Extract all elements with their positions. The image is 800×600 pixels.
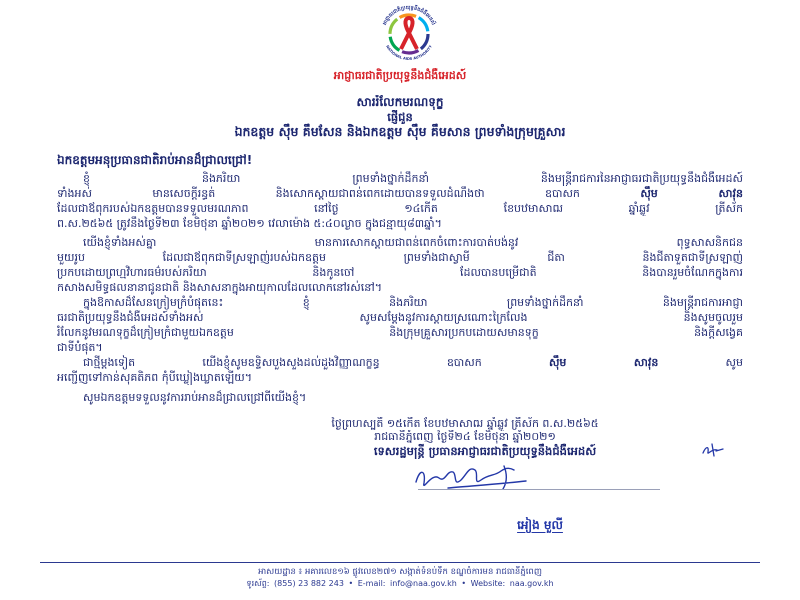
paragraph-line xyxy=(57,235,743,250)
paragraph-line xyxy=(57,280,743,295)
website-url: naa.gov.kh xyxy=(509,579,554,588)
email-label: E-mail: xyxy=(357,579,386,588)
salutation: ឯកឧត្តមអនុប្រធានជាតិរាប់អានដ៏ជ្រាលជ្រៅ! xyxy=(57,153,253,167)
paragraph-4 xyxy=(57,355,743,385)
paragraph-line xyxy=(57,265,743,280)
line-text: មួយរូប ដែលជាឪពុកជាទីស្រឡាញ់របស់ឯកឧត្តម ព្រមទាំងជាស្វាមី ជីតា និងជីតាទួតជាទីស្រឡាញ់ xyxy=(57,251,743,264)
line-text: ដែលជាឪពុករបស់ឯកឧត្តមបានទទួលមរណភាព នៅថ្ងៃ ១៤កើត ខែបឋមាសាឍ ឆ្នាំឆ្លូវ ត្រីស័ក xyxy=(57,202,743,215)
paragraph-line xyxy=(57,325,743,340)
line-text: រំលែកនូវមរណទុក្ខដ៏ក្រៀមក្រំជាមួយឯកឧត្តម និងក្រុមគ្រួសារប្រកបដោយសមានទុក្ខ និងក្តីសង្វេគ xyxy=(57,326,743,339)
line-text: អញ្ជើញទៅកាន់សុគតិភព កុំបីឃ្លៀងឃ្លាតឡើយ។ xyxy=(57,371,253,384)
line-text: ប្រកបដោយព្រហ្មវិហារធម៌របស់ភរិយា និងកូនចៅ ដែលបានបម្រើជាតិ និងបានរួមចំណែកក្នុងការ xyxy=(57,266,743,279)
line-text: ខ្ញុំ និងភរិយា ព្រមទាំងថ្នាក់ដឹកនាំ និងមន្ត្រីរាជការនៃអាជ្ញាធរជាតិប្រយុទ្ធនឹងជំងឺអេដស៍ xyxy=(83,172,743,185)
footer-contact xyxy=(40,578,760,590)
signer-title: ទេសរដ្ឋមន្ត្រី ប្រធានអាជ្ញាធរជាតិប្រយុទ្ធនឹងជំងឺអេដស៍ xyxy=(373,444,597,458)
deceased-name: ស៊ឹម សាវុន xyxy=(548,356,659,369)
website-label: Website: xyxy=(470,579,506,588)
paragraph-line xyxy=(57,186,743,201)
paragraph-line xyxy=(57,295,743,310)
paragraph-line xyxy=(57,171,743,186)
letter-title: សាររំលែកមរណទុក្ខ xyxy=(356,95,444,109)
line-text: ធរជាតិប្រយុទ្ធនឹងជំងឺអេដស៍ទាំងអស់ សូមសម្តែងនូវការស្តាយស្រណោះក្រៃលែង និងសូមចូលរួម xyxy=(57,311,743,324)
paragraph-line xyxy=(57,390,743,405)
paragraph-1 xyxy=(57,171,743,231)
separator: • xyxy=(461,579,467,588)
paragraph-line xyxy=(57,355,743,370)
place-and-date: រាជធានីភ្នំពេញ ថ្ងៃទី២៤ ខែមិថុនា ឆ្នាំ២០២១ xyxy=(374,430,556,443)
email-address: info@naa.gov.kh xyxy=(390,579,457,588)
signature-line xyxy=(418,489,660,490)
line-text: សូម xyxy=(658,356,743,369)
paragraph-line xyxy=(57,216,743,231)
paragraph-2 xyxy=(57,235,743,295)
lunar-date: ថ្ងៃព្រហស្បតិ៍ ១៥កើត ខែបឋមាសាឍ ឆ្នាំឆ្លូវ ត្រីស័ក ព.ស.២៥៦៥ xyxy=(331,417,599,430)
phone-number: (855) 23 882 243 xyxy=(274,579,344,588)
paragraph-line xyxy=(57,340,743,355)
paragraph-line xyxy=(57,370,743,385)
initial-mark-icon xyxy=(700,441,726,459)
footer-address: អាសយដ្ឋាន ៖ អគារលេខ១៦ ផ្លូវលេខ២៧១ សង្កាត់ទំនប់ទឹក ខណ្ឌចំការមន រាជធានីភ្នំពេញ xyxy=(258,567,542,577)
deceased-name: ស៊ឹម សាវុន xyxy=(640,187,743,200)
recipients-line: ឯកឧត្តម ស៊ឹម គឹមសែន និងឯកឧត្តម ស៊ឹម គឹមសាន ព្រមទាំងក្រុមគ្រួសារ xyxy=(234,124,566,139)
line-text: កសាងសមិទ្ធផលនានាជូនជាតិ និងសាសនាក្នុងអាយុកាលដែលលោកនៅរស់នៅ។ xyxy=(57,281,382,294)
line-text: ទាំងអស់ មានសេចក្តីរន្ធត់ និងសោកស្តាយជាពន់ពេកដោយបានទទួលដំណឹងថា ឧបាសក xyxy=(57,187,641,200)
logo-khmer-text: អាជ្ញាធរជាតិប្រយុទ្ធនឹងជំងឺអេដស៍ xyxy=(381,4,437,27)
phone-label: ទូរស័ព្ទ: xyxy=(246,579,270,588)
sent-to-label: ផ្ញើជូន xyxy=(387,110,413,124)
paragraph-3 xyxy=(57,295,743,355)
footer-divider xyxy=(40,562,760,563)
paragraph-line xyxy=(57,310,743,325)
line-text: សូមឯកឧត្តមទទួលនូវការរាប់អានដ៏ជ្រាលជ្រៅពីយើងខ្ញុំ។ xyxy=(83,391,307,404)
line-text: ព.ស.២៥៦៥ ត្រូវនឹងថ្ងៃទី២៣ ខែមិថុនា ឆ្នាំ២០២១ វេលាម៉ោង ៥:៤០ល្ងាច ក្នុងជន្មាយុ៨៣ឆ្នាំ។ xyxy=(57,217,442,230)
organization-name: អាជ្ញាធរជាតិប្រយុទ្ធនឹងជំងឺអេដស៍ xyxy=(333,69,467,82)
naa-logo xyxy=(372,2,446,66)
line-text: ក្នុងឱកាសដ៏សែនក្រៀមក្រំបំផុតនេះ ខ្ញុំ និងភរិយា ព្រមទាំងថ្នាក់ដឹកនាំ និងមន្ត្រីរាជការអាជ្ញា xyxy=(83,296,743,309)
logo-english-text: NATIONAL AIDS AUTHORITY xyxy=(385,44,433,62)
line-text: ជាថ្មីម្តងទៀត យើងខ្ញុំសូមឧទ្ទិសបួងសួងដល់ដួងវិញ្ញាណក្ខន្ធ ឧបាសក xyxy=(83,356,549,369)
separator: • xyxy=(348,579,354,588)
paragraph-line xyxy=(57,201,743,216)
line-text: ជាទីបំផុត។ xyxy=(57,341,103,354)
paragraph-line xyxy=(57,250,743,265)
signer-name: អៀង មួលី xyxy=(517,518,563,532)
paragraph-5 xyxy=(57,390,743,405)
red-ribbon-icon xyxy=(401,18,417,49)
line-text: យើងខ្ញុំទាំងអស់គ្នា មានការសោកស្តាយជាពន់ពេកចំពោះការបាត់បង់នូវ ពុទ្ធសាសនិកជន xyxy=(83,236,743,249)
